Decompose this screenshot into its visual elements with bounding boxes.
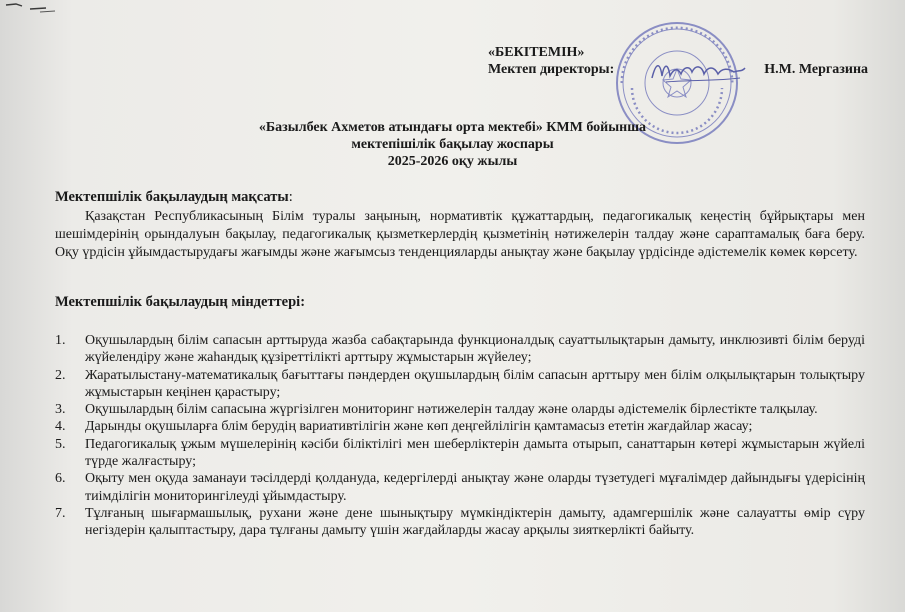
task-text: Тұлғаның шығармашылық, рухани және дене шынықтыру мүмкіндіктерін дамыту, адамгершілік және салауатты өмір сүру негіздерін қалыптастыру, дара тұлғаны дамыту үшін жағдайларды жасау арқылы зияткерлікті байыту. bbox=[85, 505, 865, 539]
task-text: Оқушылардың білім сапасын арттыруда жазба сабақтарында функционалдық сауаттылықтарын дамыту, инклюзивті білім беруді жүйелендіру және жаһандық құзіреттілікті арттыру жұмыстарын жүйелеу; bbox=[85, 333, 865, 366]
task-item bbox=[55, 401, 865, 418]
approval-block bbox=[488, 44, 868, 78]
task-text: Дарынды оқушыларға блім берудің вариативтілігін және көп деңгейлілігін қамтамасыз ететін жағдайлар жасау; bbox=[85, 419, 753, 435]
tasks-heading: Мектепшілік бақылаудың міндеттері: bbox=[55, 294, 306, 310]
goal-paragraph: Қазақстан Республикасының Білім туралы заңының, нормативтік құжаттардың, педагогикалық кеңестің бұйрықтары мен шешімдерінің орындалуын бақылау, педагогикалық қызметкерлердің қызметінің нәтижелерін талдау және сараптамалық баға беру. Оқу үрдісін ұйымдастырудағы жағымды және жағымсыз тенденцияларды анықтау және бақылау үрдісінде әдістемелік көмек көрсету. bbox=[55, 209, 865, 260]
task-number: 3. bbox=[55, 402, 66, 418]
task-text: Педагогикалық ұжым мүшелерінің кәсіби біліктілігі мен шеберліктерін дамыта отырып, санаттарын көтері жұмыстарын жүйелі түрде жалғастыру; bbox=[85, 436, 865, 470]
goal-heading-colon: : bbox=[288, 189, 293, 205]
corner-pen-mark bbox=[0, 0, 60, 20]
task-item bbox=[55, 418, 865, 435]
title-line-2: мектепішілік бақылау жоспары bbox=[351, 137, 554, 152]
task-item bbox=[55, 505, 865, 540]
task-item bbox=[55, 367, 865, 402]
task-number: 4. bbox=[55, 419, 66, 435]
task-text: Жаратылыстану-математикалық бағыттағы пәндерден оқушылардың білім сапасын арттыру мен білім олқылықтарын толықтыру жұмыстарын кеңінен қарастыру; bbox=[85, 367, 865, 400]
task-number: 6. bbox=[55, 471, 66, 487]
task-number: 2. bbox=[55, 367, 66, 383]
goal-heading bbox=[55, 188, 293, 206]
task-text: Оқыту мен оқуда заманауи тәсілдерді қолдануда, кедергілерді анықтау және оларды түзетудегі мұғалімдер дайындығы үдерісінің тиімділігін мониторингілеуді ұйымдастыру. bbox=[85, 471, 865, 504]
title-line-3: 2025-2026 оқу жылы bbox=[387, 154, 518, 169]
task-text: Оқушылардың білім сапасына жүргізілген мониторинг нәтижелерін талдау және оларды әдістемелік бірлестікте талқылау. bbox=[85, 402, 818, 418]
document-title bbox=[0, 119, 905, 170]
approval-heading: «БЕКІТЕМІН» bbox=[488, 45, 585, 60]
task-number: 7. bbox=[55, 505, 66, 521]
title-line-1: «Базылбек Ахметов атындағы орта мектебі» КММ бойынша bbox=[258, 120, 647, 135]
task-item bbox=[55, 470, 865, 505]
director-label: Мектеп директоры: bbox=[488, 62, 615, 77]
task-number: 5. bbox=[55, 436, 66, 452]
task-item bbox=[55, 332, 865, 367]
tasks-list bbox=[55, 332, 865, 540]
director-name: Н.М. Мергазина bbox=[764, 62, 869, 77]
task-item bbox=[55, 436, 865, 471]
goal-heading-text: Мектепшілік бақылаудың мақсаты bbox=[55, 189, 289, 205]
task-number: 1. bbox=[55, 333, 66, 348]
director-line bbox=[488, 61, 868, 78]
